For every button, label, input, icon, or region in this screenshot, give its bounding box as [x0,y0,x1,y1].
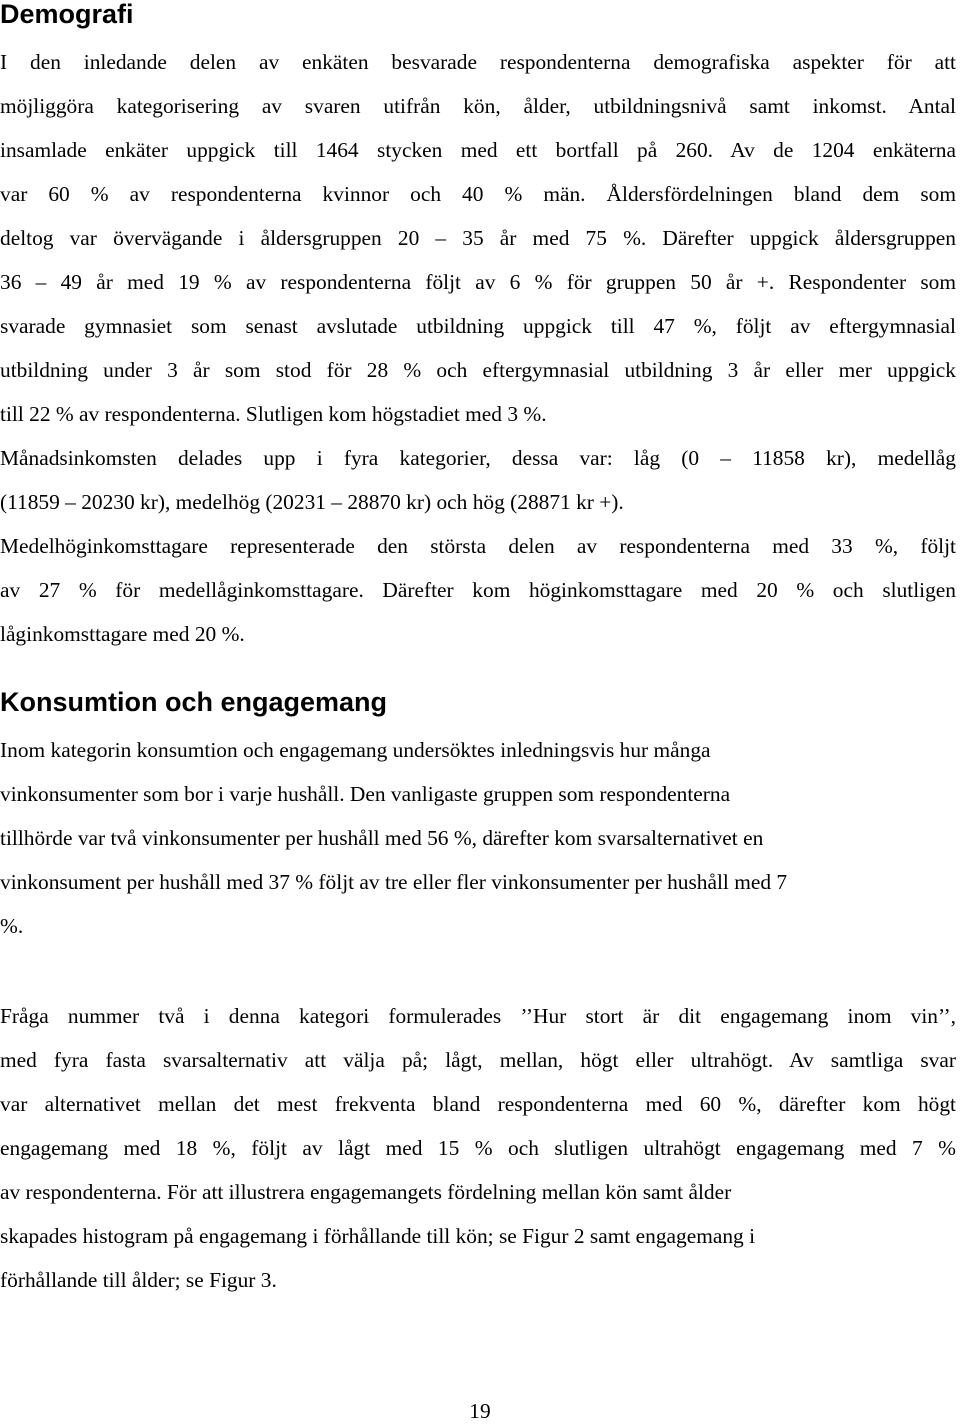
paragraph-demographics [0,40,956,436]
text-line: utbildning under 3 år som stod för 28 % och eftergymnasial utbildning 3 år eller mer uppgick [0,358,956,382]
text-line: med fyra fasta svarsalternativ att välja på; lågt, mellan, högt eller ultrahögt. Av samtliga svar [0,1048,956,1072]
text-line: Medelhöginkomsttagare representerade den största delen av respondenterna med 33 %, följt [0,534,956,558]
text-line: skapades histogram på engagemang i förhållande till kön; se Figur 2 samt engagemang i [0,1224,756,1248]
text-line: Månadsinkomsten delades upp i fyra kategorier, dessa var: låg (0 – 11858 kr), medellåg [0,446,956,470]
text-line: vinkonsumenter som bor i varje hushåll. Den vanligaste gruppen som respondenterna [0,782,731,806]
text-line: insamlade enkäter uppgick till 1464 stycken med ett bortfall på 260. Av de 1204 enkäterna [0,138,956,162]
text-line: förhållande till ålder; se Figur 3. [0,1268,277,1292]
text-line: till 22 % av respondenterna. Slutligen kom högstadiet med 3 %. [0,402,547,426]
section-heading-demografi: Demografi [0,0,134,29]
paragraph-consumers-per-household [0,728,956,948]
paragraph-engagement [0,994,956,1302]
text-line: var alternativet mellan det mest frekventa bland respondenterna med 60 %, därefter kom högt [0,1092,956,1116]
text-line: 36 – 49 år med 19 % av respondenterna följt av 6 % för gruppen 50 år +. Respondenter som [0,270,956,294]
text-line: (11859 – 20230 kr), medelhög (20231 – 28870 kr) och hög (28871 kr +). [0,490,624,514]
text-line: Fråga nummer två i denna kategori formulerades ’’Hur stort är dit engagemang inom vin’’, [0,1004,956,1028]
page-number: 19 [469,1399,491,1423]
text-line: av respondenterna. För att illustrera engagemangets fördelning mellan kön samt ålder [0,1180,732,1204]
section-heading-konsumtion: Konsumtion och engagemang [0,687,388,717]
paragraph-income [0,436,956,656]
text-line: %. [0,914,24,938]
text-line: I den inledande delen av enkäten besvarade respondenterna demografiska aspekter för att [0,50,956,74]
text-line: låginkomsttagare med 20 %. [0,622,245,646]
text-line: engagemang med 18 %, följt av lågt med 15 % och slutligen ultrahögt engagemang med 7 % [0,1136,956,1160]
text-line: deltog var övervägande i åldersgruppen 20 – 35 år med 75 %. Därefter uppgick åldersgruppen [0,226,956,250]
text-line: vinkonsument per hushåll med 37 % följt av tre eller fler vinkonsumenter per hushåll med 7 [0,870,788,894]
text-line: tillhörde var två vinkonsumenter per hushåll med 56 %, därefter kom svarsalternativet en [0,826,764,850]
text-line: svarade gymnasiet som senast avslutade utbildning uppgick till 47 %, följt av eftergymnasial [0,314,956,338]
text-line: av 27 % för medellåginkomsttagare. Därefter kom höginkomsttagare med 20 % och slutligen [0,578,956,602]
text-line: Inom kategorin konsumtion och engagemang undersöktes inledningsvis hur många [0,738,711,762]
text-line: möjliggöra kategorisering av svaren utifrån kön, ålder, utbildningsnivå samt inkomst. Antal [0,94,956,118]
text-line: var 60 % av respondenterna kvinnor och 40 % män. Åldersfördelningen bland dem som [0,182,956,206]
